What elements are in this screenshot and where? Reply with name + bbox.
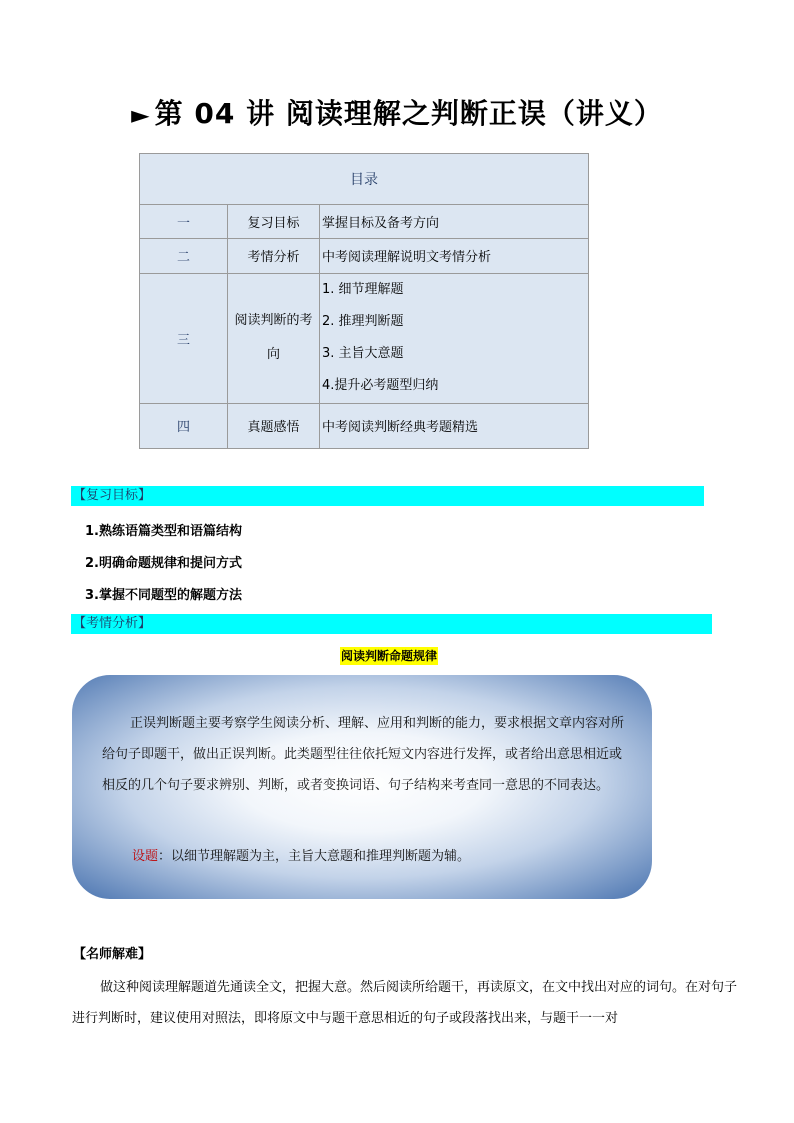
toc-row-category-line: 向	[266, 347, 280, 363]
toc-row-description	[320, 273, 589, 403]
review-goal-item: 2.明确命题规律和提问方式	[85, 556, 242, 571]
analysis-tip-text: ：以细节理解题为主，主旨大意题和推理判断题为辅。	[158, 849, 471, 864]
review-goal-item: 3.掌握不同题型的解题方法	[85, 588, 242, 603]
analysis-subtitle: 阅读判断命题规律	[341, 649, 438, 663]
toc-row-number: 一	[140, 205, 228, 238]
toc-row-description: 中考阅读判断经典考题精选	[320, 403, 589, 448]
toc-row-category: 真题感悟	[228, 403, 320, 448]
review-goal-item: 1.熟练语篇类型和语篇结构	[85, 524, 242, 539]
review-goals-heading: 【复习目标】	[71, 486, 704, 506]
toc-header: 目录	[140, 154, 589, 205]
toc-row	[140, 273, 589, 403]
analysis-paragraph: 正误判断题主要考察学生阅读分析、理解、应用和判断的能力，要求根据文章内容对所给句子即题干，做出正误判断。此类题型往往依托短文内容进行发挥，或者给出意思相近或相反的几个句子要求辨别、判断，或者变换词语、句子结构来考查同一意思的不同表达。	[102, 716, 625, 793]
teacher-tips-paragraph: 做这种阅读理解题道先通读全文，把握大意。然后阅读所给题干，再读原文，在文中找出对应的词句。在对句子进行判断时，建议使用对照法，即将原文中与题干意思相近的句子或段落找出来，与题干一一对	[72, 980, 738, 1026]
toc-row-number: 四	[140, 403, 228, 448]
toc-row	[140, 238, 589, 273]
toc-subitem: 3. 主旨大意题	[322, 346, 404, 362]
exam-analysis-heading: 【考情分析】	[71, 614, 712, 634]
toc-row-description: 中考阅读理解说明文考情分析	[320, 238, 589, 273]
triangle-marker-icon: ►	[131, 101, 151, 129]
toc-row-description: 掌握目标及备考方向	[320, 205, 589, 238]
toc-row	[140, 403, 589, 448]
toc-row-category: 考情分析	[228, 238, 320, 273]
page-title	[0, 92, 794, 132]
toc-table	[139, 153, 589, 449]
toc-subitem: 4.提升必考题型归纳	[322, 378, 439, 394]
toc-row-number: 二	[140, 238, 228, 273]
page-title-text: 第 04 讲 阅读理解之判断正误（讲义）	[154, 97, 663, 130]
teacher-tips-heading: 【名师解难】	[73, 947, 152, 962]
toc-row	[140, 205, 589, 238]
analysis-tip	[132, 845, 470, 864]
toc-row-number: 三	[140, 273, 228, 403]
toc-row-category	[228, 273, 320, 403]
analysis-tip-label: 设题	[132, 849, 159, 864]
analysis-callout	[72, 675, 652, 899]
toc-row-category: 复习目标	[228, 205, 320, 238]
toc-row-category-line: 阅读判断的考	[234, 313, 313, 329]
toc-subitem: 1. 细节理解题	[322, 282, 404, 298]
toc-subitem: 2. 推理判断题	[322, 314, 404, 330]
